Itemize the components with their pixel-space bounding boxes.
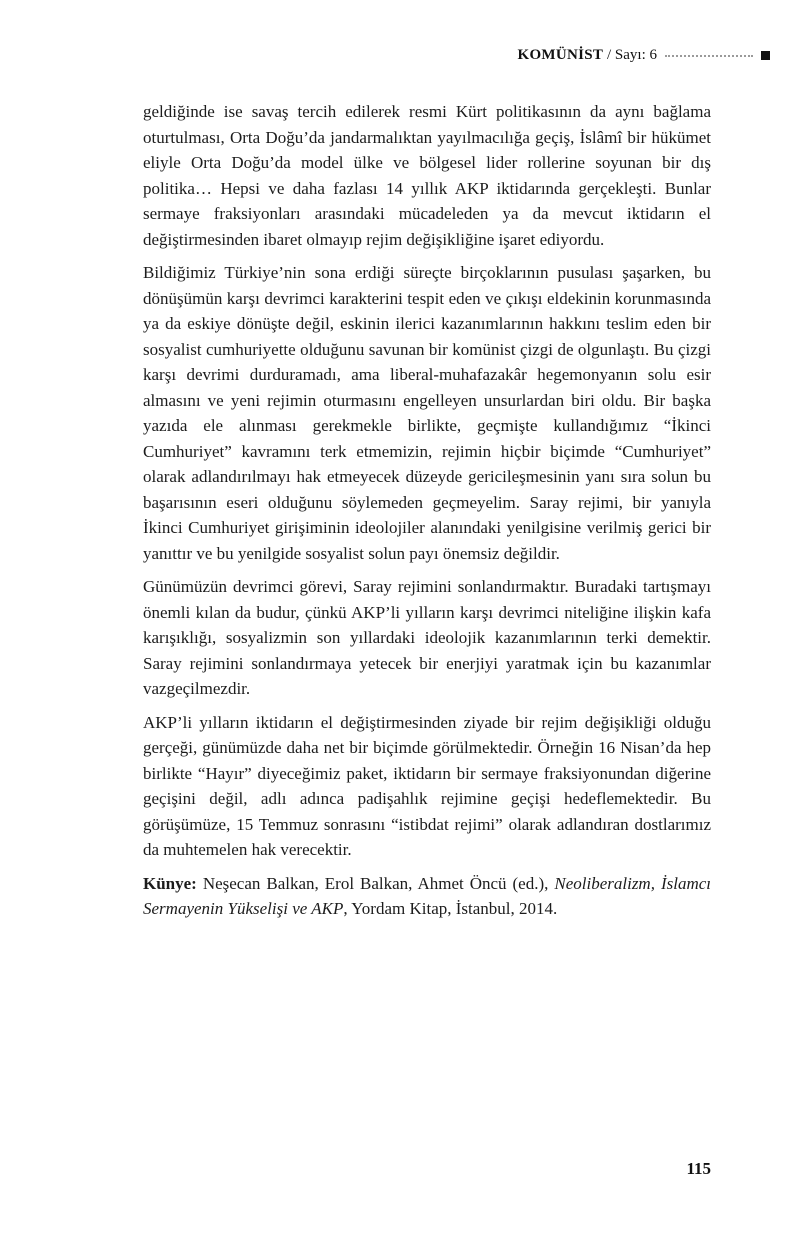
dotted-rule [665,55,753,57]
page-header [517,48,770,63]
page-footer [686,1159,711,1179]
page-number: 115 [686,1159,711,1178]
body-paragraph: Bildiğimiz Türkiye’nin sona erdiği süreçte birçoklarının pusulası şaşarken, bu dönüşümün karşı devrimci karakterini tespit eden ve çıkışı eldekinin korunmasında ya da eskiye dönüşte değil, eskinin ilerici kazanımlarının hakkını teslim eden bir sosyalist cumhuriyette olduğunu savunan bir komünist çizgi de olgunlaştı. Bu çizgi karşı devrimi durduramadı, ama liberal-muhafazakâr hegemonyanın solu esir almasını ve yeni rejimin oturmasını engelleyen unsurlardan biri oldu. Bir başka yazıda ele alınması gerekmekle birlikte, geçmişte kullandığımız “İkinci Cumhuriyet” kavramını terk etmemizin, rejimin hiçbir biçimde “Cumhuriyet” olarak adlandırılmayı hak etmeyecek düzeyde gericileşmesinin yanı sıra solun bu başarısının eseri olduğunu söylemeden geçmeyelim. Saray rejimi, bir yanıyla İkinci Cumhuriyet girişiminin ideolojiler alanındaki yenilgisine verilmiş gerici bir yanıttır ve bu yenilgide sosyalist solun payı önemsiz değildir. [143,263,711,563]
kunye-paragraph [143,871,711,922]
body-paragraph: Günümüzün devrimci görevi, Saray rejimini sonlandırmaktır. Buradaki tartışmayı önemli kılan da budur, çünkü AKP’li yılların karşı devrimci niteliğine ilişkin kafa karışıklığı, sosyalizmin son yıllardaki ideolojik kazanımlarının terki demektir. Saray rejimini sonlandırmaya yetecek bir enerjiyi yaratmak için bu kazanımlar vazgeçilmezdir. [143,577,711,698]
journal-title [517,48,657,63]
square-marker-icon [761,51,770,60]
kunye-publisher: , Yordam Kitap, İstanbul, 2014. [343,899,558,918]
body-paragraph: AKP’li yılların iktidarın el değiştirmesinden ziyade bir rejim değişikliği olduğu gerçeği, günümüzde daha net bir biçimde görülmektedir. Örneğin 16 Nisan’da hep birlikte “Hayır” diyeceğimiz paket, iktidarın bir sermaye fraksiyonundan diğerine geçişini değil, adlı adınca padişahlık rejimine geçişi hedeflemektedir. Bu görüşümüze, 15 Temmuz sonrasını “istibdat rejimi” olarak adlandıran dostlarımız da muhtemelen hak verecektir. [143,712,711,859]
journal-name: KOMÜNİST [517,47,604,63]
body-paragraph: geldiğinde ise savaş tercih edilerek resmi Kürt politikasının da aynı bağlama oturtulması, Orta Doğu’da jandarmalıktan yayılmacılığa geçiş, İslâmî bir hükümet eliyle Orta Doğu’da model ülke ve bölgesel lider rollerine soyunan bir dış politika… Hepsi ve daha fazlası 14 yıllık AKP iktidarında gerçekleşti. Bunlar sermaye fraksiyonları arasındaki mücadeleden ya da mevcut iktidarın el değiştirmesinden ibaret olmayıp rejim değişikliğine işaret ediyordu. [143,102,711,249]
journal-issue: / Sayı: 6 [603,47,657,63]
kunye-authors: Neşecan Balkan, Erol Balkan, Ahmet Öncü (ed.), [196,873,555,893]
kunye-label: Künye: [143,873,197,893]
kunye-book-title: Neoliberalizm, İslamcı Sermayenin Yükselişi ve AKP [143,873,711,918]
article-body [143,99,711,930]
